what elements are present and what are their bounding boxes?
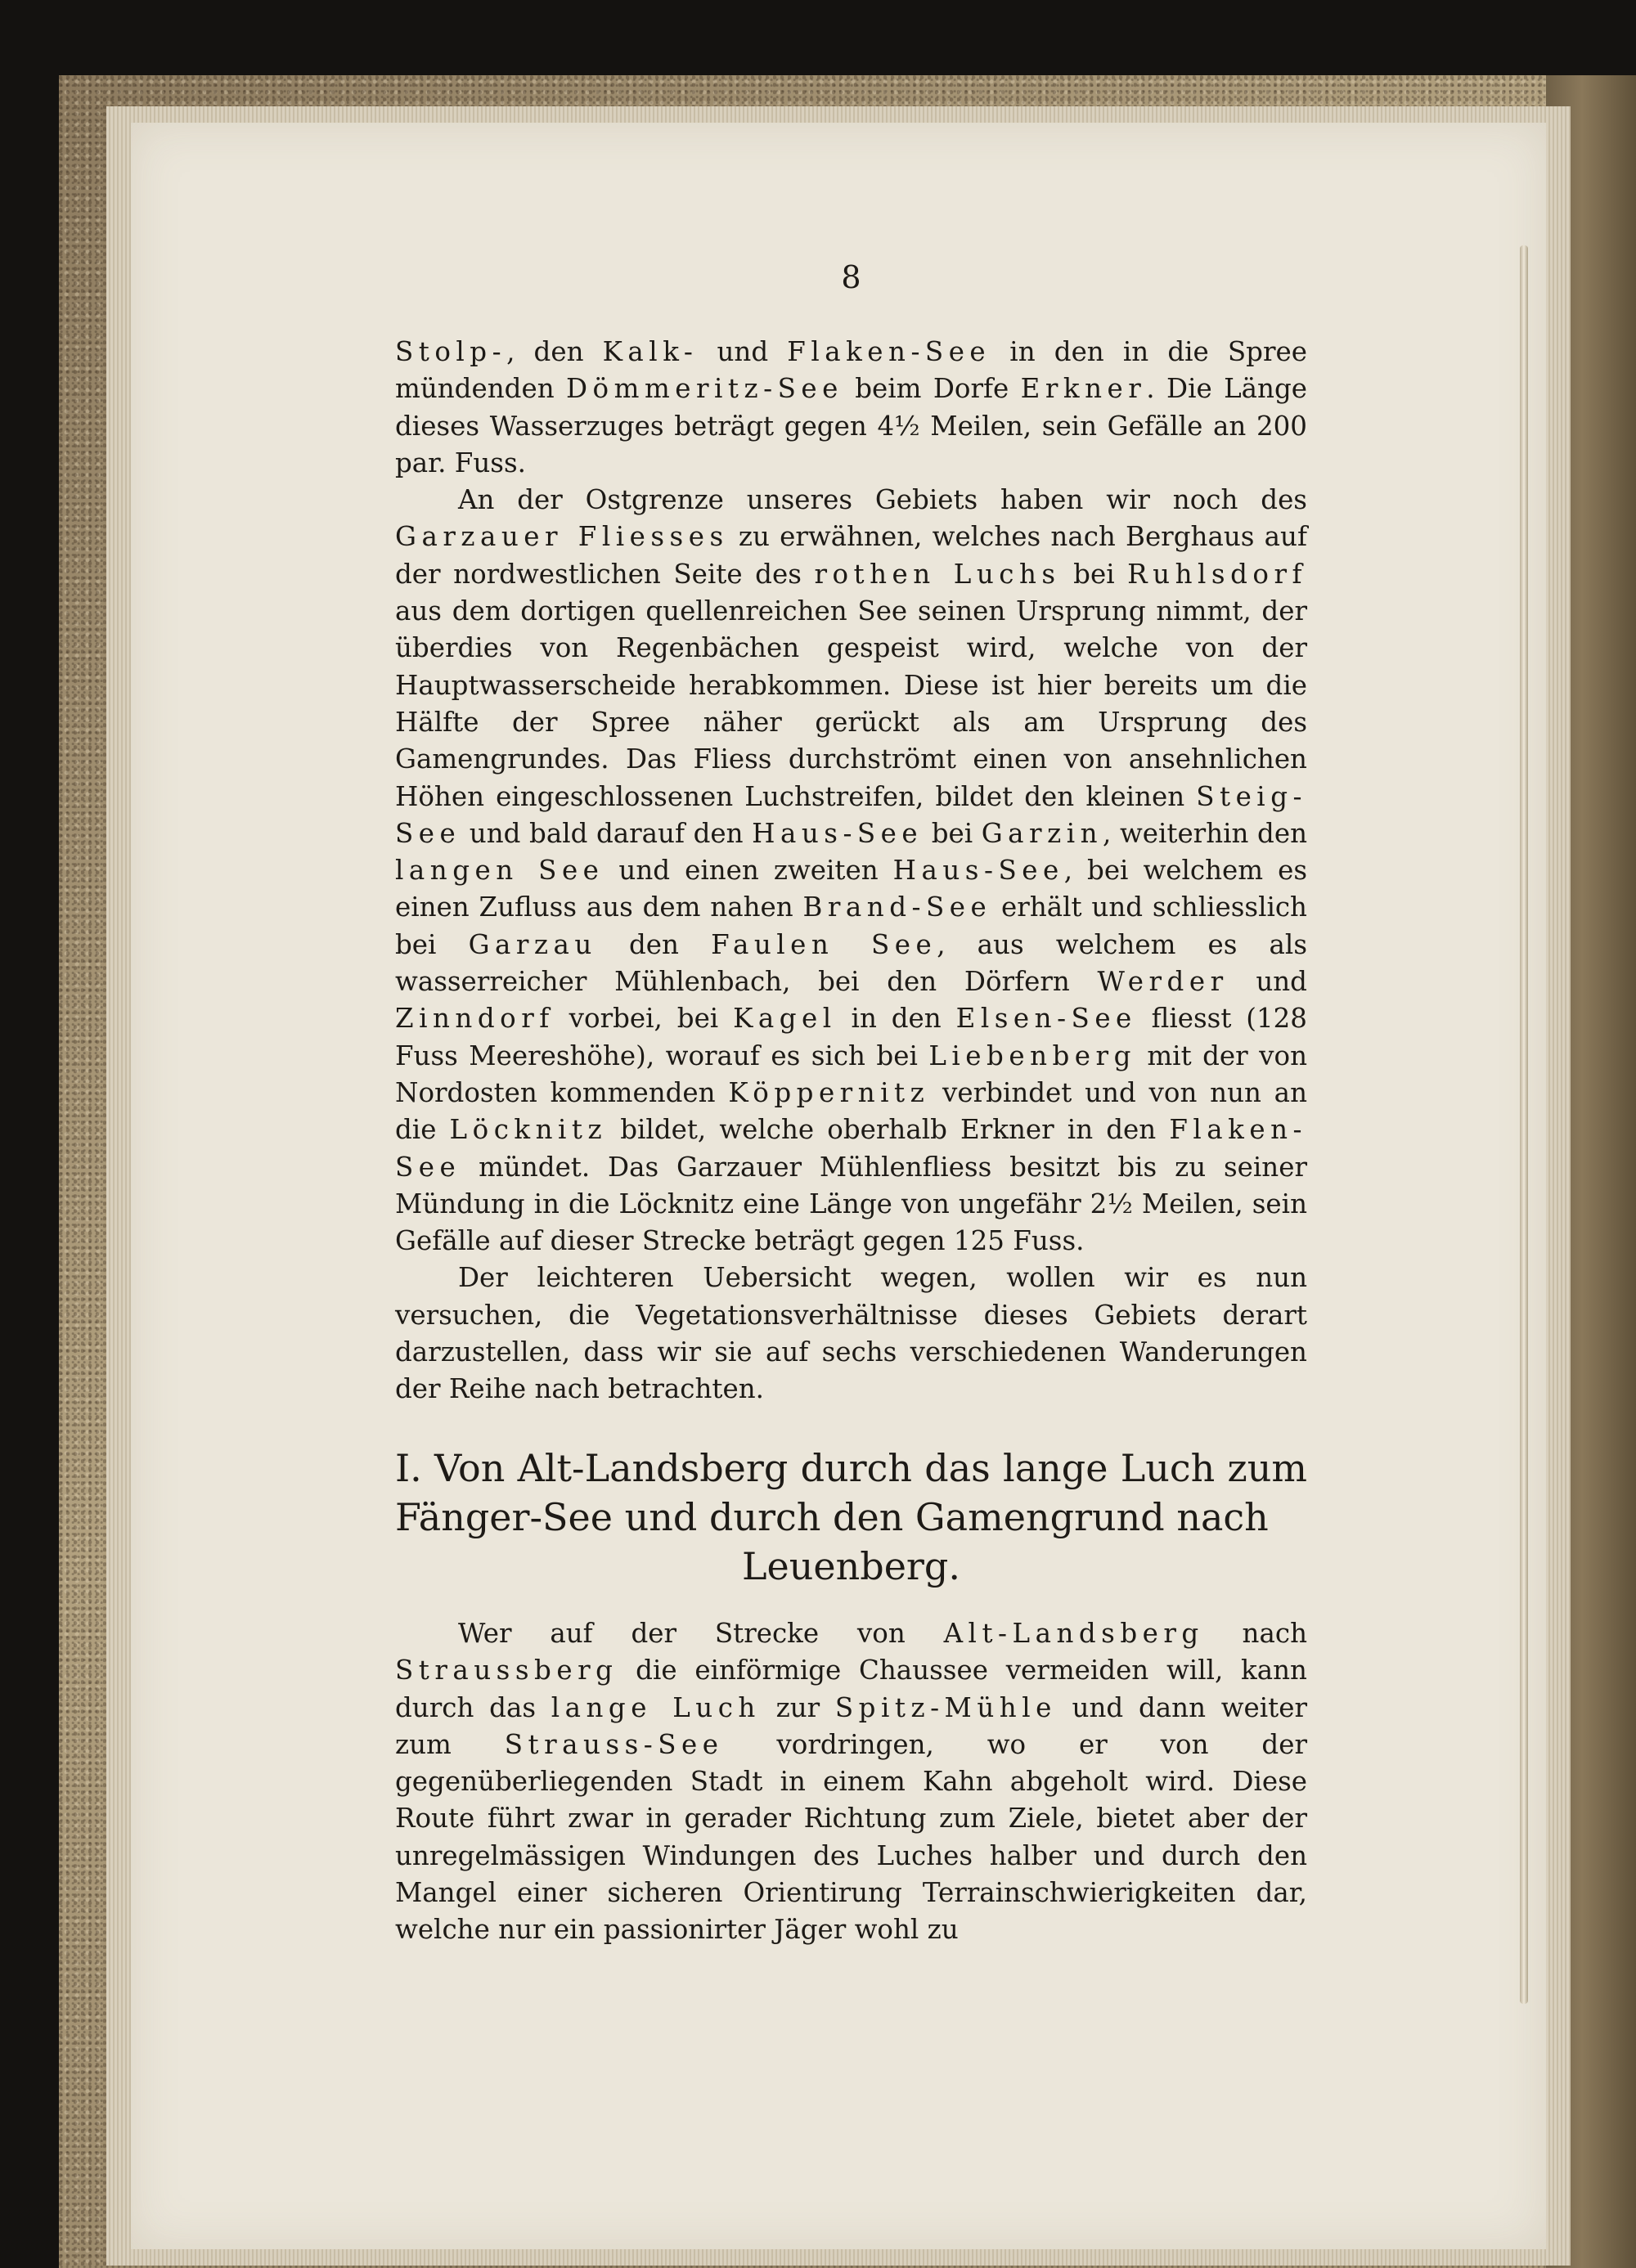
spaced-term: Zinndorf xyxy=(395,1003,555,1035)
spaced-term: Faulen See xyxy=(711,928,937,960)
text-run: und einen zweiten xyxy=(604,855,893,887)
spaced-term: Erkner xyxy=(1020,373,1147,405)
spaced-term: Strauss-See xyxy=(504,1728,724,1760)
text-run: bei xyxy=(1060,558,1128,590)
spaced-term: Garzau xyxy=(468,928,597,960)
text-run: vorbei, bei xyxy=(554,1003,734,1035)
text-run: in den xyxy=(836,1003,956,1035)
paragraph-3 xyxy=(395,1260,1307,1408)
text-run: mit der von Nordosten kommenden xyxy=(395,1040,1307,1108)
spaced-term: Haus-See xyxy=(892,855,1064,887)
spaced-term: Werder xyxy=(1097,966,1229,998)
spaced-term: rothen Luchs xyxy=(814,558,1061,590)
text-run: den xyxy=(596,928,712,960)
section-text xyxy=(395,1615,1307,1949)
text-run: erhält und schliesslich bei xyxy=(395,891,1307,960)
text-run: und xyxy=(698,336,788,367)
spaced-term: Elsen-See xyxy=(955,1003,1137,1035)
spaced-term: Garzauer Fliesses xyxy=(395,521,729,553)
text-run: fliesst (128 Fuss Meereshöhe), worauf es sich bei xyxy=(395,1003,1307,1071)
text-run: , bei welchem es einen Zufluss aus dem nahen xyxy=(395,855,1308,923)
section-heading-last-line: Leuenberg. xyxy=(742,1544,960,1588)
text-run: und bald darauf den xyxy=(461,817,753,849)
section-paragraph xyxy=(395,1615,1307,1949)
text-run: vordringen, wo er von der gegenüberliegenden Stadt in einem Kahn abgeholt wird. Diese Route führt zwar in gerader Richtung zum Ziele, bietet aber der unregelmässigen Windungen des Luches halber und durch den Mangel einer sicheren Orientirung Terrainschwierigkeiten dar, welche nur ein passionirter Jäger wohl zu xyxy=(395,1728,1307,1946)
spaced-term: Brand-See xyxy=(802,891,992,923)
spaced-term: Kalk- xyxy=(602,336,699,367)
spaced-term: Dömmeritz-See xyxy=(566,373,843,405)
text-run: , aus welchem es als wasserreicher Mühlenbach, bei den Dörfern xyxy=(395,928,1307,998)
spaced-term: Steig-See xyxy=(395,780,1307,849)
text-run: zur xyxy=(760,1691,835,1723)
text-run: verbindet und von nun an die xyxy=(395,1076,1307,1146)
section-heading-main: I. Von Alt-Landsberg durch das lange Luch zum Fänger-See und durch den Gamengrund nach xyxy=(395,1446,1307,1539)
binding-thread xyxy=(1520,245,1528,2004)
text-run: , weiterhin den xyxy=(1103,817,1307,849)
paragraph-2 xyxy=(395,482,1307,1260)
spaced-term: Ruhlsdorf xyxy=(1127,558,1308,590)
spaced-term: Spitz-Mühle xyxy=(834,1691,1057,1723)
spaced-term: Haus-See xyxy=(752,817,924,849)
spaced-term: Straussberg xyxy=(395,1655,618,1686)
text-run: beim Dorfe xyxy=(843,373,1021,405)
text-run: und dann weiter zum xyxy=(395,1691,1308,1760)
text-run: in den in die Spree mündenden xyxy=(395,336,1307,405)
text-run: die einförmige Chaussee vermeiden will, kann durch das xyxy=(395,1655,1307,1723)
paragraph-1 xyxy=(395,334,1307,482)
spaced-term: Garzin xyxy=(981,817,1103,849)
page-number: 8 xyxy=(841,259,861,295)
text-run: bildet, welche oberhalb Erkner in den xyxy=(607,1114,1170,1146)
spaced-term: Köppernitz xyxy=(728,1076,930,1108)
text-run: nach xyxy=(1203,1618,1308,1649)
spaced-term: Stolp- xyxy=(395,336,507,367)
text-run: , den xyxy=(506,336,603,367)
text-run: mündet. Das Garzauer Mühlenfliess besitzt bis zu seiner Mündung in die Löcknitz eine Länge von ungefähr 2½ Meilen, sein Gefälle auf dieser Strecke beträgt gegen 125 Fuss. xyxy=(395,1151,1307,1257)
spaced-term: lange Luch xyxy=(551,1691,761,1723)
text-run: Wer auf der Strecke von xyxy=(458,1618,944,1649)
spaced-term: Alt-Landsberg xyxy=(943,1618,1204,1649)
spaced-term: Löcknitz xyxy=(449,1114,608,1146)
text-run: und xyxy=(1228,966,1307,998)
text-run: . Die Länge dieses Wasserzuges beträgt gegen 4½ Meilen, sein Gefälle an 200 par. Fuss. xyxy=(395,373,1307,478)
text-run: bei xyxy=(923,817,982,849)
spaced-term: Flaken-See xyxy=(395,1114,1307,1183)
text-run: Der leichteren Uebersicht wegen, wollen wir es nun versuchen, die Vegetationsverhältnisse dieses Gebiets derart darzustellen, dass wir sie auf sechs verschiedenen Wanderungen der Reihe nach betrachten. xyxy=(395,1262,1307,1405)
spaced-term: Liebenberg xyxy=(928,1040,1136,1071)
spaced-term: Flaken-See xyxy=(787,336,991,367)
text-run: aus dem dortigen quellenreichen See seinen Ursprung nimmt, der überdies von Regenbächen gespeist wird, welche von der Hauptwasserscheide herabkommen. Diese ist hier bereits um die Hälfte der Spree näher gerückt als am Ursprung des Gamengrundes. Das Fliess durchströmt einen von ansehnlichen Höhen eingeschlossenen Luchstreifen, bildet den kleinen xyxy=(395,595,1307,812)
body-text xyxy=(395,334,1307,1408)
spaced-term: Kagel xyxy=(733,1003,837,1035)
text-run: An der Ostgrenze unseres Gebiets haben wir noch des xyxy=(458,484,1307,516)
spaced-term: langen See xyxy=(395,855,605,887)
text-run: zu erwähnen, welches nach Berghaus auf der nordwestlichen Seite des xyxy=(395,521,1307,590)
section-heading xyxy=(395,1444,1307,1591)
